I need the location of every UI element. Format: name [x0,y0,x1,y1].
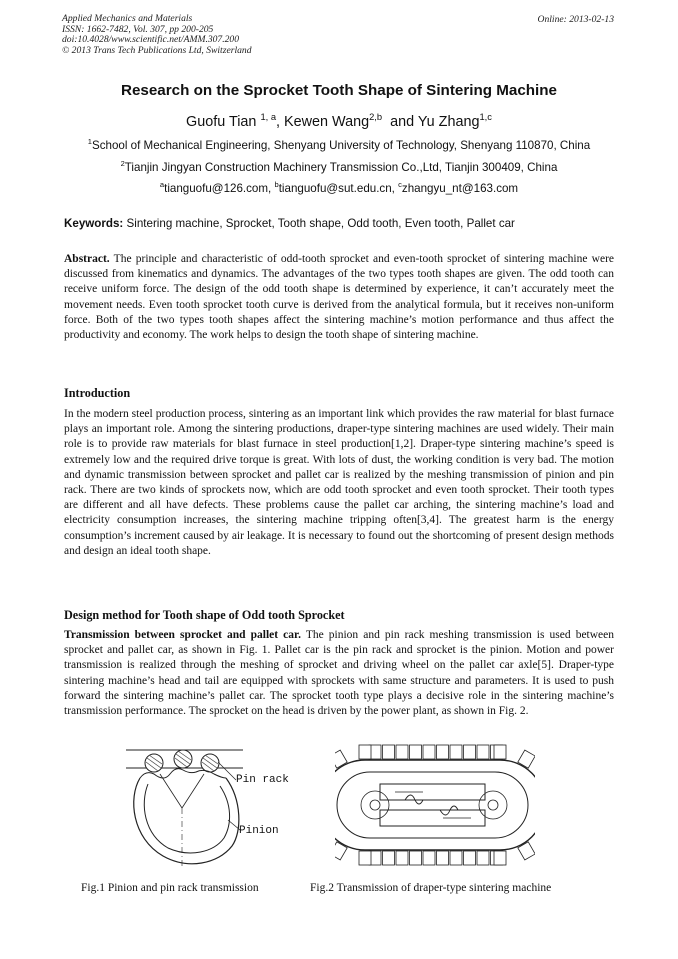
author-sup: 1,c [479,112,492,123]
pallet-car [359,745,371,759]
pallet-car [410,745,422,759]
pallet-car [464,745,476,759]
issn-line: ISSN: 1662-7482, Vol. 307, pp 200-205 [62,23,214,35]
keywords-text: Sintering machine, Sprocket, Tooth shape, Odd tooth, Even tooth, Pallet car [126,217,515,230]
author-name: Yu Zhang [417,114,480,130]
intro-paragraph: In the modern steel production process, sintering as an important link which provides the raw material for blast furnace plays an important role. Among the sintering productions, draper-type sintering machines are used widely. Their main role is to provide raw materials for blast furnace in steel production[1,2]. Draper-type sintering machine’s speed is extremely low and the required drive torque is great. With lots of dust, the working condition is very bad. The motion and dynamic transmission between sprocket and pallet car is realized by the meshing transmission of pinion and pin rack. There are two kinds of sprockets now, which are odd tooth sprocket and even tooth sprocket. Their tooth types are different and all have defects. These problems cause the pallet car arching, the sintering machine’s load and electricity consumption increases, the sintering machine tripping often[3,4]. The greatest harm is the energy consumption’s increment caused by air leakage. It is necessary to found out the shortcoming of present design methods and design an ideal tooth shape. [64,408,614,557]
copyright-line: © 2013 Trans Tech Publications Ltd, Switzerland [62,44,252,56]
abstract [64,252,614,343]
pallet-car [437,745,449,759]
pallet-car [410,851,422,865]
pallet-car [494,745,506,759]
affiliation-sup: 2 [120,159,125,169]
email[interactable]: zhangyu_nt@163.com [401,182,519,195]
pallet-car [477,851,489,865]
affiliation-sup: 1 [87,137,92,147]
figure-1 [118,748,308,876]
pallet-car [396,851,408,865]
keywords [64,217,515,230]
affiliation-text: Tianjin Jingyan Construction Machinery Transmission Co.,Ltd, Tianjin 300409, China [124,161,558,174]
affiliation-1 [0,139,678,152]
design-text: The pinion and pin rack meshing transmission is used between sprocket and pallet car, as shown in Fig. 1. Pallet car is the pin rack and sprocket is the pinion. Motion and power transmission is realized through the meshing of sprocket and driving wheel on the pallet car axle[5]. Draper-type sintering machine’s head and tail are equipped with sprockets with same structure and parameters. It is used to push forward the sintering machine’s pallet car. The sprocket tooth type plays a decisive role in the sintering machine’s transmission performance. The sprocket on the head is driven by the power plant, as shown in Fig. 2. [64,629,615,718]
pallet-car [450,851,462,865]
author-conjunction: and [390,114,415,130]
pallet-cars [335,745,535,865]
abstract-text: The principle and characteristic of odd-tooth sprocket and even-tooth sprocket of sintering machine were discussed from kinematics and dynamics. The advantages of the two types tooth shapes are given. The odd tooth can receive uniform force. The design of the odd tooth shape is determined by experience, it can’t accurately meet the movement needs. Even tooth sprocket tooth curve is derived from the analytical formula, but it receives non-uniform force. Both of the two types tooth shapes affect the sintering machine’s motion performance and thus affect the productivity and economy. The work helps to design the tooth shape of sintering machine. [64,253,615,342]
pallet-car [359,851,371,865]
pallet-car [396,745,408,759]
email-sup: c [398,180,402,190]
pallet-car [477,745,489,759]
pin-rack-label: Pin rack [236,774,289,786]
pallet-car [335,750,347,768]
pinion-label: Pinion [239,825,279,837]
affiliation-text: School of Mechanical Engineering, Shenyang University of Technology, Shenyang 110870, China [91,139,591,152]
author-name: Kewen Wang [284,114,370,130]
journal-header [62,14,252,56]
paper-title: Research on the Sprocket Tooth Shape of Sintering Machine [120,82,557,99]
email[interactable]: tianguofu@sut.edu.cn, [278,182,395,195]
pallet-car [437,851,449,865]
pallet-car [383,851,395,865]
keywords-label: Keywords: [64,217,124,230]
email[interactable]: tianguofu@126.com, [164,182,272,195]
pallet-car [450,745,462,759]
email-sup: b [274,180,279,190]
figure-1-caption: Fig.1 Pinion and pin rack transmission [81,882,259,894]
design-paragraph [64,628,614,719]
journal-name: Applied Mechanics and Materials [62,13,193,24]
pallet-car [423,851,435,865]
email-line [0,182,678,195]
author-name: Guofu Tian [186,114,257,130]
abstract-label: Abstract. [64,253,110,265]
design-subheading: Transmission between sprocket and pallet car. [64,629,301,641]
email-sup: a [159,180,165,190]
online-date: Online: 2013-02-13 [537,14,614,25]
pallet-car [335,842,347,860]
pallet-car [423,745,435,759]
author-sup: 1, a [260,112,277,123]
figure-2-caption: Fig.2 Transmission of draper-type sintering machine [310,882,552,894]
affiliation-2 [0,161,678,174]
pallet-car [383,745,395,759]
doi-line[interactable]: doi:10.4028/www.scientific.net/AMM.307.200 [62,34,240,46]
design-heading: Design method for Tooth shape of Odd tooth Sprocket [64,608,345,622]
figure-2 [335,740,535,875]
pinion-pin-rack-diagram [118,748,308,876]
intro-heading: Introduction [64,386,131,400]
author-sup: 2,b [369,112,383,123]
sintering-machine-diagram [335,740,535,875]
pallet-car [464,851,476,865]
author-line: Guofu Tian $^{1, a}$, Kewen Wang$^{2,b}$ and Yu Zhang$^{1,c}$ [186,112,492,130]
pallet-car [494,851,506,865]
